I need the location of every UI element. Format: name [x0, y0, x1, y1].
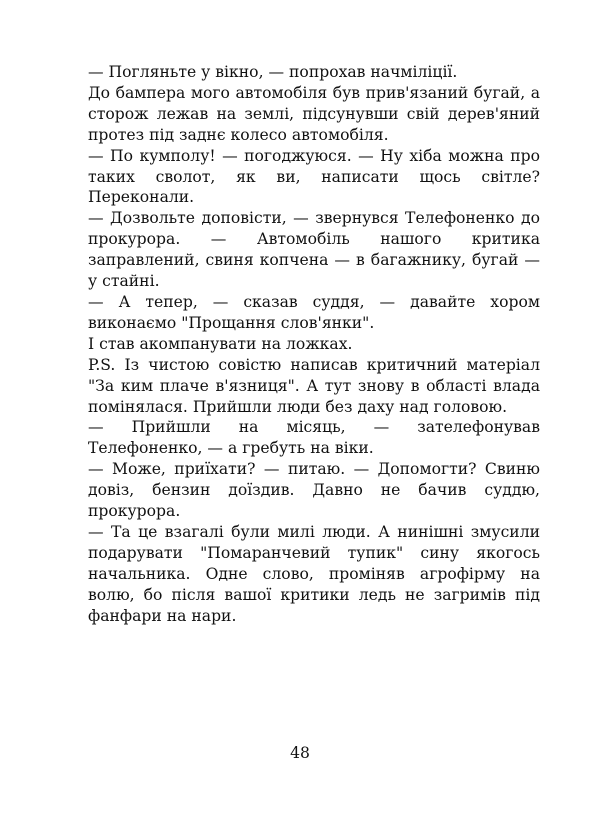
paragraph-7: P.S. Із чистою совістю написав критичний матеріал "За ким плаче в'язниця". А тут знову в області влада помінялася. Прийшли люди без даху над головою. [88, 355, 540, 416]
paragraph-3: — По кумполу! — погоджуюся. — Ну хіба можна про таких сволот, як ви, написати щось світле? Переконали. [88, 146, 540, 207]
paragraph-2: До бампера мого автомобіля був прив'язаний бугай, а сторож лежав на землі, підсунувши свій дерев'яний протез під заднє колесо автомобіля. [88, 83, 540, 144]
paragraph-5: — А тепер, — сказав суддя, — давайте хором виконаємо "Прощання слов'янки". [88, 292, 540, 332]
paragraph-6: І став акомпанувати на ложках. [88, 334, 353, 353]
body-text [88, 62, 540, 626]
paragraph-8: — Прийшли на місяць, — зателефонував Телефоненко, — а гребуть на віки. [88, 418, 540, 458]
page-number: 48 [290, 744, 310, 762]
paragraph-4: — Дозвольте доповісти, — звернувся Телефоненко до прокурора. — Автомобіль нашого критика заправлений, свиня копчена — в багажнику, бугай — у стайні. [88, 209, 540, 291]
paragraph-10: — Та це взагалі були милі люди. А нинішні змусили подарувати "Помаранчевий тупик" сину якогось начальника. Одне слово, проміняв агрофірму на волю, бо після вашої критики ледь не загримів під фанфари на нари. [88, 522, 540, 625]
paragraph-1: — Погляньте у вікно, — попрохав начміліції. [88, 63, 458, 81]
paragraph-9: — Може, приїхати? — питаю. — Допомогти? Свиню довіз, бензин доїздив. Давно не бачив суддю, прокурора. [88, 460, 540, 521]
